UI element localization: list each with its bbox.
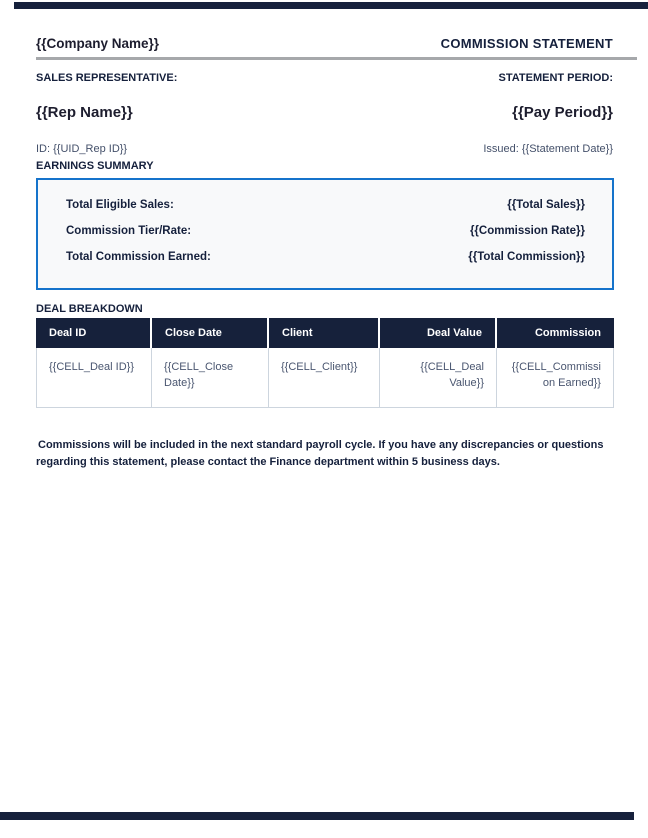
document-title: COMMISSION STATEMENT bbox=[440, 36, 613, 51]
statement-period-column bbox=[483, 72, 613, 155]
summary-row-total-sales bbox=[66, 199, 585, 211]
footer-note: Commissions will be included in the next standard payroll cycle. If you have any discrepancies or questions regarding this statement, please contact the Finance department within 5 business days. bbox=[36, 439, 604, 468]
document-header bbox=[36, 36, 613, 51]
column-header-client: Client bbox=[269, 318, 380, 348]
earnings-summary-box bbox=[36, 178, 614, 290]
total-commission-label: Total Commission Earned: bbox=[66, 251, 211, 263]
commission-rate-value: {{Commission Rate}} bbox=[469, 225, 585, 237]
deal-breakdown-table bbox=[36, 318, 614, 408]
earnings-summary-heading: EARNINGS SUMMARY bbox=[36, 160, 154, 172]
column-header-close-date: Close Date bbox=[152, 318, 269, 348]
representative-column bbox=[36, 72, 177, 155]
statement-period-label: STATEMENT PERIOD: bbox=[498, 72, 613, 84]
table-row bbox=[36, 348, 614, 408]
total-sales-value: {{Total Sales}} bbox=[507, 199, 585, 211]
column-header-deal-id: Deal ID bbox=[36, 318, 152, 348]
rep-name: {{Rep Name}} bbox=[36, 104, 133, 121]
top-accent-bar bbox=[14, 2, 648, 9]
summary-row-commission-rate bbox=[66, 225, 585, 237]
company-name: {{Company Name}} bbox=[36, 36, 160, 51]
summary-row-total-commission bbox=[66, 251, 585, 263]
pay-period: {{Pay Period}} bbox=[512, 104, 613, 121]
cell-client: {{CELL_Client}} bbox=[269, 348, 380, 407]
sales-representative-label: SALES REPRESENTATIVE: bbox=[36, 72, 178, 84]
cell-commission: {{CELL_Commission Earned}} bbox=[511, 361, 601, 389]
table-header-row bbox=[36, 318, 614, 348]
total-commission-value: {{Total Commission}} bbox=[468, 251, 585, 263]
rep-id: ID: {{UID_Rep ID}} bbox=[36, 143, 128, 155]
commission-rate-label: Commission Tier/Rate: bbox=[66, 225, 192, 237]
cell-close-date: {{CELL_Close Date}} bbox=[152, 348, 269, 407]
cell-deal-value: {{CELL_Deal Value}} bbox=[380, 348, 497, 407]
bottom-accent-bar bbox=[0, 812, 634, 820]
total-sales-label: Total Eligible Sales: bbox=[66, 199, 174, 211]
column-header-deal-value: Deal Value bbox=[380, 318, 497, 348]
column-header-commission: Commission bbox=[534, 327, 601, 339]
cell-deal-id: {{CELL_Deal ID}} bbox=[37, 348, 152, 407]
issued-date: Issued: {{Statement Date}} bbox=[483, 143, 613, 155]
representative-section bbox=[36, 72, 613, 155]
header-divider bbox=[36, 57, 637, 60]
deal-breakdown-heading: DEAL BREAKDOWN bbox=[36, 303, 143, 315]
